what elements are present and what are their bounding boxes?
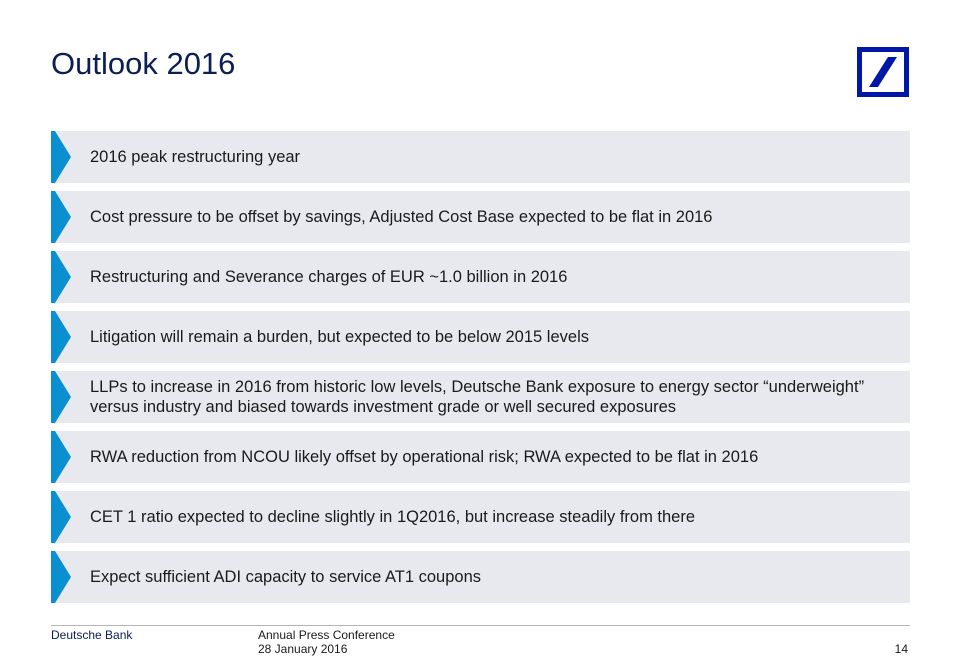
bullet-text: 2016 peak restructuring year — [90, 148, 301, 166]
bullet-row — [51, 431, 910, 483]
bullet-text: Litigation will remain a burden, but expected to be below 2015 levels — [90, 328, 589, 346]
bullet-text: Cost pressure to be offset by savings, Adjusted Cost Base expected to be flat in 2016 — [90, 208, 713, 226]
outlook-bullet-list — [51, 131, 910, 611]
bullet-text: Restructuring and Severance charges of EUR ~1.0 billion in 2016 — [90, 268, 568, 286]
bullet-text: LLPs to increase in 2016 from historic low levels, Deutsche Bank exposure to energy sector “underweight” versus industry and biased towards investment grade or well secured exposures — [90, 378, 865, 416]
bullet-text: RWA reduction from NCOU likely offset by operational risk; RWA expected to be flat in 2016 — [90, 448, 759, 466]
chevron-right-icon — [51, 251, 71, 303]
chevron-right-icon — [51, 371, 71, 423]
page-number: 14 — [894, 642, 908, 656]
bullet-row — [51, 371, 910, 423]
bullet-row — [51, 251, 910, 303]
bullet-text: CET 1 ratio expected to decline slightly in 1Q2016, but increase steadily from there — [90, 508, 696, 526]
footer-brand: Deutsche Bank — [51, 628, 133, 642]
chevron-right-icon — [51, 491, 71, 543]
footer-divider — [51, 625, 910, 626]
bullet-text: Expect sufficient ADI capacity to service AT1 coupons — [90, 568, 482, 586]
chevron-right-icon — [51, 551, 71, 603]
bullet-row — [51, 131, 910, 183]
footer-event-title: Annual Press Conference — [258, 628, 395, 642]
deutsche-bank-logo-icon — [857, 47, 909, 97]
chevron-right-icon — [51, 191, 71, 243]
footer-event-info — [258, 628, 395, 656]
footer-event-date: 28 January 2016 — [258, 642, 348, 656]
bullet-row — [51, 311, 910, 363]
bullet-row — [51, 491, 910, 543]
page-title: Outlook 2016 — [51, 46, 236, 81]
chevron-right-icon — [51, 131, 71, 183]
bullet-row — [51, 551, 910, 603]
chevron-right-icon — [51, 431, 71, 483]
chevron-right-icon — [51, 311, 71, 363]
bullet-row — [51, 191, 910, 243]
